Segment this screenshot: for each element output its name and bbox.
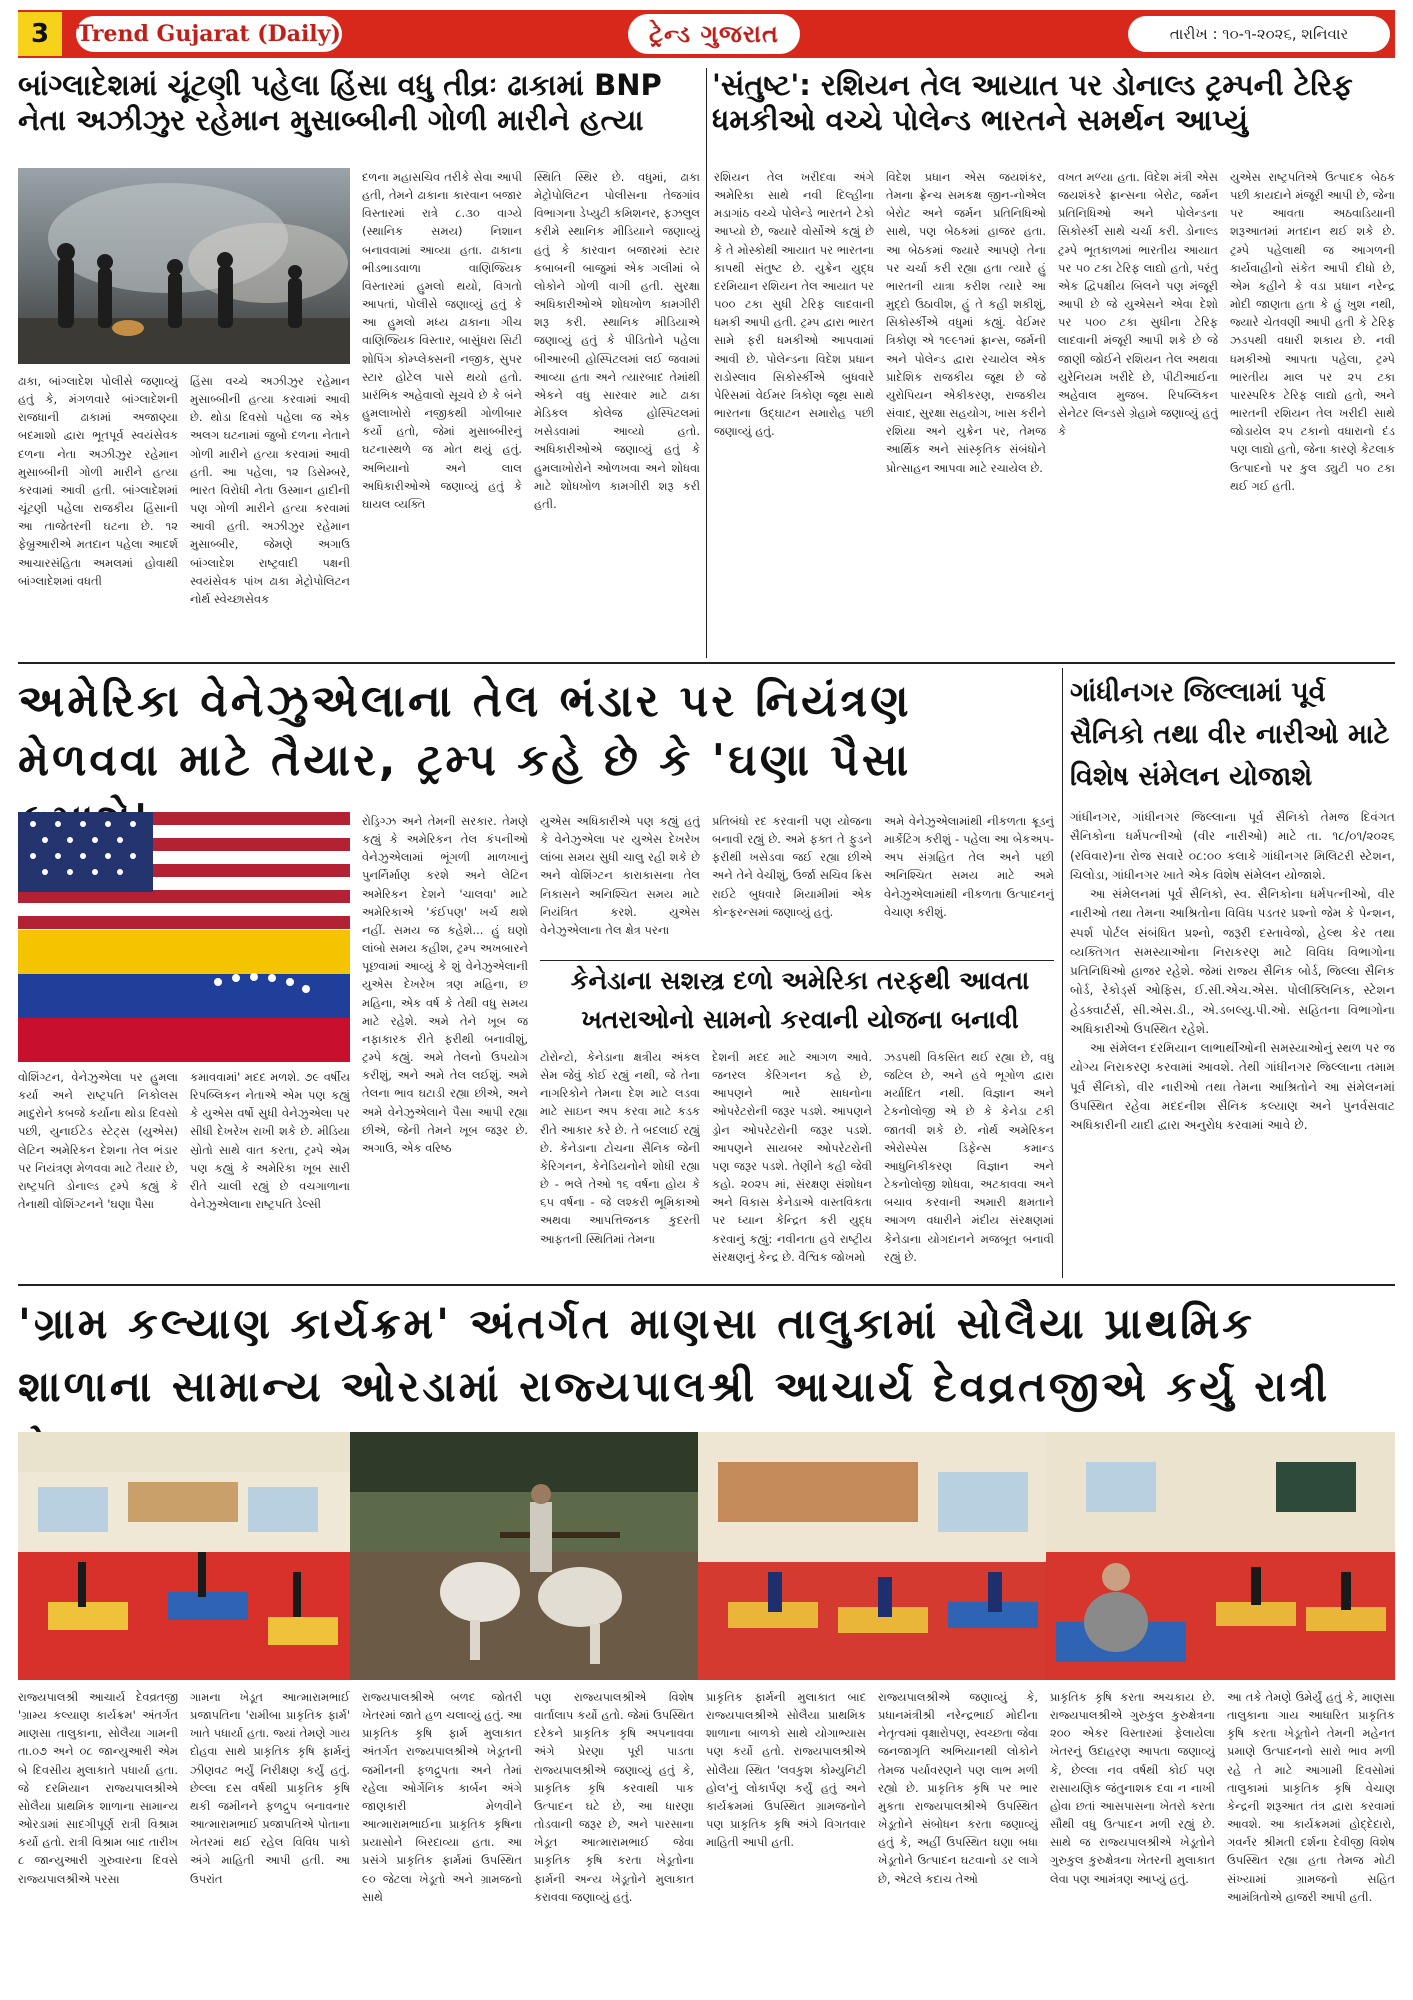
article-paragraph: યુએસ રાષ્ટ્રપતિએ ઉત્પાદક બેઠક પછી કાયદાને મંજૂરી આપી છે, જેના પર આવતા અઠવાડિયાની શરૂઆતમાં મતદાન થઈ શકે છે. ટ્રમ્પે પહેલાથી જ આગળની કાર્યવાહીનો સંકેત આપી દીધો છે, એમ કહીને કે વડા પ્રધાન નરેન્દ્ર મોદી જાણતા હતા કે હું ખુશ નથી, જ્યારે ચેતવણી આપી હતી કે ટેરિફ ઝડપથી વધારી શકાય છે. નવી ધમકીઓ આપતા પહેલા, ટ્રમ્પે ભારતીય માલ પર ૨૫ ટકા પારસ્પરિક ટેરિફ લાદ્યો હતો, અને ભારતની રશિયન તેલ ખરીદી સાથે જોડાયેલ ૨૫ ટકાનો વધારાનો દંડ પણ લાદ્યો હતો, જેના કારણે કેટલાક ઉત્પાદનો પર કુલ ડ્યુટી ૫૦ ટકા થઈ ગઈ હતી. [1230, 170, 1395, 493]
article-column [706, 1688, 866, 1988]
article-column [362, 812, 528, 1278]
article-column [1070, 808, 1395, 1278]
article-column [190, 1068, 350, 1278]
headline-poland: 'સંતુષ્ટ': રશિયન તેલ આયાત પર ડોનાલ્ડ ટ્રમ્પની ટેરિફ ધમકીઓ વચ્ચે પોલેન્ડ ભારતને સમર્થન આપ્યું [712, 68, 1353, 138]
article-paragraph: આ સંમેલન દરમિયાન લાભાર્થીઓની સમસ્યાઓનું સ્થળ પર જ યોગ્ય નિરાકરણ કરવામાં આવશે. તેથી ગાંધીનગર જિલ્લાના તમામ પૂર્વ સૈનિકો, વીર નારીઓ તથા તેમના આશ્રિતોને આ સંમેલનમાં ઉપસ્થિત રહેવા મદદનીશ સૈનિક કલ્યાણ અને પુનર્વસવાટ અધિકારીની યાદી દ્વારા અનુરોધ કરવામાં આવે છે. [1070, 1041, 1395, 1133]
article-column [886, 168, 1046, 656]
column-divider [1062, 668, 1063, 1278]
article-paragraph: વિદેશ પ્રધાન એસ જયશંકર, તેમના ફ્રેન્ચ સમકક્ષ જીન-નોએલ બેરોટ અને જર્મન પ્રતિનિધિઓ સાથે, પણ બેઠકમાં હાજર હતા. આ બેઠકમાં જ્યારે આપણે તેના પર ચર્ચા કરી રહ્યા હતા ત્યારે હું ભારતની યાત્રા કરીશ ત્યારે આ મુદ્દો ઉઠાવીશ, હું તે કહી શકીશું, સિકોર્સ્કીએ વધુમાં કહ્યું. વેઈમર ત્રિકોણ એ ૧૯૯૧માં ફ્રાન્સ, જર્મની અને પોલેન્ડ દ્વારા રચાયેલ એક પ્રાદેશિક રાજકીય જૂથ છે જે યુરોપિયન એકીકરણ, રાજકીય સંવાદ, સુરક્ષા સહયોગ, ખાસ કરીને રશિયા અને યુક્રેન પર, તેમજ આર્થિક અને સાંસ્કૃતિક સંબંધોને પ્રોત્સાહન આપવા માટે રચાયેલ છે. [886, 170, 1046, 475]
article-column [18, 1688, 178, 1988]
issue-date: તારીખ : ૧૦-૧-૨૦૨૬, શનિવાર [1128, 16, 1390, 52]
article-column [534, 168, 700, 656]
headline-gandhinagar: ગાંધીનગર જિલ્લામાં પૂર્વ સૈનિકો તથા વીર નારીઓ માટે વિશેષ સંમેલન યોજાશે [1070, 677, 1390, 792]
article-paragraph: ગાંધીનગર, ગાંધીનગર જિલ્લાના પૂર્વ સૈનિકો તેમજ દિવંગત સૈનિકોના ધર્મપત્નીઓ (વીર નારીઓ) માટે તા. ૧૮/૦૧/૨૦૨૬ (રવિવાર)ના રોજ સવારે ૦૮:૦૦ કલાકે ગાંધીનગર મિલિટરી સ્ટેશન, ચિલોડા, ગાંધીનગર ખાતે એક વિશેષ સંમેલન યોજાશે. [1070, 810, 1395, 882]
article-column [884, 1048, 1054, 1278]
photo-governor-yoga [1046, 1432, 1395, 1680]
column-divider [706, 68, 707, 658]
photo-children-yoga [18, 1432, 350, 1680]
page-number-badge: 3 [18, 12, 62, 56]
article-paragraph: રાજ્યપાલશ્રી આચાર્ય દેવવ્રતજી 'ગ્રામ્ય કલ્યાણ કાર્યક્રમ' અંતર્ગત માણસા તાલુકાના, સોલૈયા ગામની તા.૦૭ અને ૦૮ જાન્યુઆરી એમ બે દિવસીય મુલાકાતે પધાર્યા હતા. જે દરમિયાન રાજ્યપાલશ્રીએ સોલૈયા પ્રાથમિક શાળાના સામાન્ય ઓરડામાં સાદગીપૂર્ણ રાત્રી વિશ્રામ કર્યો હતો. રાત્રી વિશ્રામ બાદ તારીખ ૮ જાન્યુઆરી ગુરુવારના દિવસે રાજ્યપાલશ્રીએ પરસા [18, 1690, 178, 1886]
article-column [190, 1688, 350, 1988]
article-column [1050, 1688, 1215, 1988]
article-paragraph: વોશિંગ્ટન, વેનેઝુએલા પર હુમલા કર્યા અને રાષ્ટ્રપતિ નિકોલસ માદુરોને કબજે કર્યાના થોડા દિવસો પછી, યુનાઈટેડ સ્ટેટ્સ (યુએસ) લેટિન અમેરિકન દેશના તેલ ભંડાર પર નિયંત્રણ મેળવવા માટે તૈયાર છે, રાષ્ટ્રપતિ ડોનાલ્ડ ટ્રમ્પે કહ્યું કે તેનાથી વોશિંગ્ટનને 'ઘણા પૈસા [18, 1070, 178, 1212]
article-paragraph: દળના મહાસચિવ તરીકે સેવા આપી હતી, તેમને ઢાકાના કારવાન બજાર વિસ્તારમાં રાત્રે ૮.૩૦ વાગ્યે (સ્થાનિક સમય) નિશાન બનાવવામાં આવ્યા હતા. ઢાકાના ભીડભાડવાળા વાણિજ્યિક વિસ્તારમાં હુમલો થયો, વિગતો આપતાં, પોલીસે જણાવ્યું હતું કે આ હુમલો મધ્ય ઢાકાના ગીચ વાણિજ્યિક વિસ્તાર, બાસુંધરા સિટી શોપિંગ કોમ્પ્લેક્સની નજીક, સુપર સ્ટાર હોટેલ પાસે થયો હતો. પ્રારંભિક અહેવાલો સૂચવે છે કે બંને હુમલાખોરો નજીકથી ગોળીબાર કર્યો હતો, જેમાં મુસાબ્બીરનું ઘટનાસ્થળે જ મોત થયું હતું. અભિયાનો અને લાલ અધિકારીઓએ જણાવ્યું હતું કે ઘાયલ વ્યક્તિ [362, 170, 522, 511]
article-paragraph: પ્રાકૃતિક ફાર્મની મુલાકાત બાદ રાજ્યપાલશ્રીએ સોલૈયા પ્રાથમિક શાળાના બાળકો સાથે યોગાભ્યાસ પણ કર્યો હતો. રાજ્યપાલશ્રીએ સોલૈયા સ્થિત 'લવકુશ કોમ્યુનિટી હોલ'નું લોકાર્પણ કર્યું હતું અને કાર્યક્રમમાં ઉપસ્થિત ગ્રામજનોને પણ પ્રાકૃતિક કૃષિ અંગે વિગતવાર માહિતી આપી હતી. [706, 1690, 866, 1850]
edition-name: Trend Gujarat (Daily) [76, 16, 342, 52]
article-paragraph: વખત મળ્યા હતા. વિદેશ મંત્રી એસ જયશંકરે ફ્રાન્સના બેરોટ, જર્મન પ્રતિનિધિઓ અને પોલેન્ડના સિકોર્સ્કી સાથે ચર્ચા કરી. ડોનાલ્ડ ટ્રમ્પે ભૂતકાળમાં ભારતીય આયાત પર ૫૦ ટકા ટેરિફ લાદ્યો હતો, પરંતુ એક દ્વિપક્ષીય બિલને પણ મંજૂરી આપી છે જે યુએસને એવા દેશો પર ૫૦૦ ટકા સુધીના ટેરિફ લાદવાની મંજૂરી આપી શકે છે જે જાણી જોઈને રશિયન તેલ અથવા યુરેનિયમ ખરીદે છે, પીટીઆઈના અહેવાલ મુજબ. રિપબ્લિકન સેનેટર લિન્ડસે ગ્રેહામે જણાવ્યું હતું કે [1058, 170, 1218, 439]
article-paragraph: આ સંમેલનમાં પૂર્વ સૈનિકો, સ્વ. સૈનિકોના ધર્મપત્નીઓ, વીર નારીઓ તથા તેમના આશ્રિતોના વિવિધ પડતર પ્રશ્નો જેમ કે પેન્શન, સ્પર્શ પોર્ટલ સંબંધિત પ્રશ્નો, જરૂરી દસ્તાવેજો, હેલ્થ કેર તથા વ્યક્તિગત સમસ્યાઓના નિરાકરણ માટે વિવિધ વિભાગોના પ્રતિનિધિઓ હાજર રહેશે. જેમાં રાજ્ય સૈનિક બોર્ડ, જિલ્લા સૈનિક બોર્ડ, રેકોર્ડ્સ ઓફિસ, ઈ.સી.એચ.એસ. પોલીક્લિનિક, સ્ટેશન હેડક્વાર્ટર્સ, સી.એસ.ડી., એ.ડબલ્યુ.પી.ઓ. સહિતના વિભાગોના અધિકારીઓ ઉપસ્થિત રહેશે. [1070, 887, 1395, 1036]
photo-dhaka-violence [18, 168, 350, 364]
section-divider [18, 1284, 1395, 1286]
article-paragraph: પ્રતિબંધો રદ કરવાની પણ યોજના બનાવી રહ્યું છે. અમે ફક્ત તે ફુડને ફરીથી ખસેડવા જઈ રહ્યા છીએ અને તેને વેચીશું, ઉર્જા સચિવ ક્રિસ રાઈટે બુધવારે મિયામીમાં એક કોન્ફરન્સમાં જણાવ્યું હતું. [712, 814, 872, 919]
article-column [534, 1688, 694, 1988]
article-column [884, 812, 1054, 958]
article-column [18, 1068, 178, 1278]
article-paragraph: રાજ્યપાલશ્રીએ બળદ જોતરી ખેતરમાં જાતે હળ ચલાવ્યું હતું. આ પ્રાકૃતિક કૃષિ ફાર્મ મુલાકાત અંતર્ગત રાજ્યપાલશ્રીએ ખેડૂતની જમીનની ફળદ્રુપતા અને તેમાં રહેલા ઓર્ગેનિક કાર્બન અંગે જાણકારી મેળવીને આત્મારામભાઈના પ્રાકૃતિક કૃષિના પ્રયાસોને બિરદાવ્યા હતા. આ પ્રસંગે પ્રાકૃતિક ફાર્મમાં ઉપસ્થિત ૯૦ જેટલા ખેડૂતો અને ગ્રામજનો સાથે [362, 1690, 522, 1904]
article-column [1058, 168, 1218, 656]
article-paragraph: કમાવવામાં' મદદ મળશે. ૭૯ વર્ષીય રિપબ્લિકન નેતાએ એમ પણ કહ્યું કે યુએસ વર્ષો સુધી વેનેઝુએલા પર સીધી દેખરેખ રાખી શકે છે. મીડિયા સ્રોતો સાથે વાત કરતા, ટ્રમ્પે એમ પણ કહ્યું કે અમેરિકા ખૂબ સારી રીતે ચાલી રહ્યું છે વચગાળાના વેનેઝુએલાના રાષ્ટ્રપતિ ડેલ્સી [190, 1070, 350, 1212]
article-column [1227, 1688, 1395, 1988]
newspaper-logo [628, 14, 800, 54]
article-paragraph: યુએસ અધિકારીએ પણ કહ્યું હતું કે વેનેઝુએલા પર યુએસ દેખરેખ લાંબા સમય સુધી ચાલુ રહી શકે છે અને વોશિંગ્ટન કારાકાસના તેલ નિકાસને અનિશ્ચિત સમય માટે નિયંત્રિત કરશે. યુએસ વેનેઝુએલાના તેલ ક્ષેત્ર પરના [540, 814, 700, 937]
article-paragraph: આ તકે તેમણે ઉમેર્યું હતું કે, માણસા તાલુકાના ગાય આધારિત પ્રાકૃતિક કૃષિ કરતા ખેડૂતોને તેમની મહેનત પ્રમાણે ઉત્પાદનનો સારો ભાવ મળી રહે તે માટે આગામી દિવસોમાં તાલુકામાં પ્રાકૃતિક કૃષિ વેચાણ કેન્દ્રની શરૂઆત તંત્ર દ્વારા કરવામાં આવશે. આ કાર્યક્રમમાં હોદ્દેદારો, ગવર્નર શ્રીમતી દર્શના દેવીજી વિશેષ ઉપસ્થિત રહ્યા હતા તેમજ મોટી સંખ્યામાં ગ્રામજનો સહિત આમંત્રિતોએ હાજરી આપી હતી. [1227, 1690, 1395, 1904]
article-paragraph: રશિયન તેલ ખરીદવા અંગે અમેરિકા સાથે નવી દિલ્હીના મડાગાંઠ વચ્ચે પોલેન્ડે ભારતને ટેકો આપ્યો છે, જ્યારે વોર્સોએ કહ્યું છે કે તે મોસ્કોથી આયાત પર ભારતના કાપથી સંતુષ્ટ છે. યુક્રેન યુદ્ધ દરમિયાન રશિયન તેલ આયાત પર ૫૦૦ ટકા સુધી ટેરિફ લાદવાની ધમકી આપી હતી. ટ્રમ્પ દ્વારા ભારત સામે ફરી ધમકીઓ આપવામાં આવી છે. પોલેન્ડના વિદેશ પ્રધાન રાડોસ્લાવ સિકોર્સ્કીએ બુધવારે પેરિસમાં વેઈમર ત્રિકોણ જૂથ સાથે ભારતના ઉદ્ઘાટન સમારોહ પછી જણાવ્યું હતું. [714, 170, 874, 439]
article-paragraph: પણ રાજ્યપાલશ્રીએ વિશેષ વાર્તાલાપ કર્યો હતો. જેમાં ઉપસ્થિત દરેકને પ્રાકૃતિક કૃષિ અપનાવવા અંગે પ્રેરણા પૂરી પાડતા રાજ્યપાલશ્રીએ જણાવ્યું હતું કે, પ્રાકૃતિક કૃષિ કરવાથી પાક ઉત્પાદન ઘટે છે, આ ધારણા તોડવાની જરૂર છે, અને પારસાના ખેડૂત આત્મારામભાઈ જેવા પ્રાકૃતિક કૃષિ કરતા ખેડૂતોના ફાર્મની અન્ય ખેડૂતોને મુલાકાત કરાવવા જણાવ્યું હતું. [534, 1690, 694, 1904]
article-column [362, 168, 522, 656]
article-column [878, 1688, 1038, 1988]
article-paragraph: સ્થિતિ સ્થિર છે. વધુમાં, ઢાકા મેટ્રોપોલિટન પોલીસના તેજગાંવ વિભાગના ડેપ્યુટી કમિશનર, ફઝલુલ કરીમે સ્થાનિક મીડિયાને જણાવ્યું હતું કે કારવાન બજારમાં સ્ટાર કબાબની બાજુમાં એક ગલીમાં બે લોકોને ગોળી વાગી હતી. સુરક્ષા અધિકારીઓએ શોધખોળ કામગીરી શરૂ કરી. સ્થાનિક મીડિયાએ જણાવ્યું હતું કે પીડિતોને પહેલા બીઆરબી હોસ્પિટલમાં લઈ જવામાં આવ્યા હતા અને ત્યારબાદ તેમાંથી એકને વધુ સારવાર માટે ઢાકા મેડિકલ કોલેજ હોસ્પિટલમાં ખસેડવામાં આવ્યો હતો. અધિકારીઓએ જણાવ્યું હતું કે હુમલાખોરોને ઓળખવા અને શોધવા માટે શોધખોળ કામગીરી શરૂ કરી હતી. [534, 170, 700, 511]
article-column [712, 1048, 872, 1278]
article-paragraph: ગામના ખેડૂત આત્મારામભાઈ પ્રજાપતિના 'રામીબા પ્રાકૃતિક ફાર્મ' ખાતે પધાર્યા હતા. જ્યાં તેમણે ગાય દોહવા સાથે પ્રાકૃતિક કૃષિ ફાર્મનું ઝીણવટ ભર્યું નિરીક્ષણ કર્યું હતું. છેલ્લા દસ વર્ષથી પ્રાકૃતિક કૃષિ થકી જમીનને ફળદ્રુપ બનાવનાર આત્મારામભાઈ પ્રજાપતિએ પોતાના ખેતરમાં થઈ રહેલ વિવિધ પાકો અંગે માહિતી આપી હતી. આ ઉપરાંત [190, 1690, 350, 1886]
article-paragraph: રોડ્રિગ્ઝ અને તેમની સરકાર. તેમણે કહ્યું કે અમેરિકન તેલ કંપનીઓ વેનેઝુએલામાં ભૂંગળી માળખાનું પુનર્નિર્માણ કરશે અને લેટિન અમેરિકન દેશને 'ચાલવા' માટે અમેરિકાએ 'કંઈપણ' ખર્ચ થશે નહીં. સમય જ કહેશે... હું ઘણો લાંબો સમય કહીશ, ટ્રમ્પ અખબારને પૂછવામાં આવ્યું કે શું વેનેઝુએલાની યુએસ દેખરેખ ત્રણ મહિના, છ મહિના, એક વર્ષ કે તેથી વધુ સમય માટે રહેશે. અમે તેને ખૂબ જ નફાકારક રીતે ફરીથી બનાવીશું, ટ્રમ્પે કહ્યું. અમે તેલનો ઉપયોગ કરીશું, અને અમે તેલ લઈશું. અમે તેલના ભાવ ઘટાડી રહ્યા છીએ, અને અમે વેનેઝુએલાને પૈસા આપી રહ્યા છીએ, જેની તેમને ખૂબ જરૂર છે. અગાઉ, એક વરિષ્ઠ [362, 814, 528, 1155]
article-paragraph: ટોરોન્ટો, કેનેડાના ક્ષત્રીય અંકલ સેમ જેવું કોઈ રહ્યું નથી, જે તેના નાગરિકોને તેમના દેશ માટે લડવા માટે સાઇન અપ કરવા માટે કડક રીતે આકાર કરે છે. તે બદલાઈ રહ્યું છે. કેનેડાના ટોચના સૈનિક જેની કેરિગનન, કેનેડિયનોને શોધી રહ્યા છે - ભલે તેઓ ૧૬ વર્ષના હોય કે ૬૫ વર્ષના - જે લશ્કરી ભૂમિકાઓ અથવા આપત્તિજનક કુદરતી આફતની સ્થિતિમાં તેમના [540, 1050, 700, 1246]
article-column [18, 372, 178, 656]
photo-governor-plough [350, 1432, 698, 1680]
article-column [1230, 168, 1395, 656]
headline-bangladesh: બાંગ્લાદેશમાં ચૂંટણી પહેલા હિંસા વધુ તીવ્રઃ ઢાકામાં BNP નેતા અઝીઝુર રહેમાન મુસાબ્બીની ગોળી મારીને હત્યા [18, 68, 662, 138]
photo-us-venezuela-flags [18, 812, 350, 1062]
headline-gram-kalyan: 'ગ્રામ કલ્યાણ કાર્યક્રમ' અંતર્ગત માણસા તાલુકામાં સોલૈયા પ્રાથમિક શાળાના સામાન્ય ઓરડામાં રાજ્યપાલશ્રી આચાર્ય દેવવ્રતજીએ કર્યુ રાત્રી [18, 1299, 1331, 1411]
article-column [540, 812, 700, 958]
headline-canada: કેનેડાના સશસ્ત્ર દળો અમેરિકા તરફથી આવતા ખતરાઓનો સામનો કરવાની યોજના બનાવી [570, 966, 1030, 1034]
article-paragraph: હિંસા વચ્ચે અઝીઝુર રહેમાન મુસાબ્બીની હત્યા કરવામાં આવી છે. થોડા દિવસો પહેલા જ એક અલગ ઘટનામાં જુબો દળના નેતાને ગોળી મારીને હત્યા કરવામાં આવી હતી. આ પહેલા, ૧૨ ડિસેમ્બરે, ભારત વિરોધી નેતા ઉસ્માન હાદીની પણ ગોળી મારીને હત્યા કરવામાં આવી હતી. અઝીઝુર રહેમાન મુસાબ્બીર, જેમણે અગાઉ બાંગ્લાદેશ રાષ્ટ્રવાદી પક્ષની સ્વયંસેવક પાંખ ઢાકા મેટ્રોપોલિટન નોર્થ સ્વેચ્છાસેવક [190, 374, 350, 606]
article-paragraph: રાજ્યપાલશ્રીએ જણાવ્યું કે, પ્રધાનમંત્રીશ્રી નરેન્દ્રભાઈ મોદીના નેતૃત્વમાં વૃક્ષારોપણ, સ્વચ્છતા જેવા જનજાગૃતિ અભિયાનથી લોકોને તેમજ પર્યાવરણને પણ લાભ મળી રહ્યો છે. પ્રાકૃતિક કૃષિ પર ભાર મુકતા રાજ્યપાલશ્રીએ ઉપસ્થિત ખેડૂતોને સંબોધન કરતા જણાવ્યું હતું કે, અહીં ઉપસ્થિત ઘણા બધા ખેડૂતોને ઉત્પાદન ઘટવાનો ડર લાગે છે, એટલે કદાચ તેઓ [878, 1690, 1038, 1886]
article-paragraph: પ્રાકૃતિક કૃષિ કરતા અચકાય છે. રાજ્યપાલશ્રીએ ગુરુકુલ કુરુક્ષેત્રના ૨૦૦ એકર વિસ્તારમાં ફેલાયેલા ખેતરનું ઉદાહરણ આપતા જણાવ્યું કે, છેલ્લા નવ વર્ષથી કોઈ પણ રાસાયણિક જંતુનાશક દવા ન નાખી હોવા છતાં આસપાસના ખેતરો કરતા સૌથી વધુ ઉત્પાદન મળી રહ્યું છે. સાથે જ રાજ્યપાલશ્રીએ ખેડૂતોને ગુરુકુલ કુરુક્ષેત્રના ખેતરની મુલાકાત લેવા પણ આમંત્રણ આપ્યું હતું. [1050, 1690, 1215, 1886]
section-divider [18, 662, 1395, 664]
photo-school-yoga-hall [698, 1432, 1046, 1680]
article-column [712, 812, 872, 958]
article-paragraph: ઝડપથી વિકસિત થઈ રહ્યા છે, વધુ જટિલ છે, અને હવે ભૂગોળ દ્વારા મર્યાદિત નથી. વિજ્ઞાન અને ટેકનોલોજી એ છે કે કેનેડા ટકી જાતવી શકે છે. નોર્થ અમેરિકન એરોસ્પેસ ડિફેન્સ કમાન્ડ આધુનિકીકરણ વિજ્ઞાન અને ટેકનોલોજી શોધવા, અટકાવવા અને બચાવ કરવાની અમારી ક્ષમતાને આગળ વધારીને મંદીય સંરક્ષણમાં કેનેડાના યોગદાનને મજબૂત બનાવી રહ્યું છે. [884, 1050, 1054, 1264]
section-divider [540, 960, 1054, 961]
article-column [714, 168, 874, 656]
article-column [540, 1048, 700, 1278]
headline-venezuela: અમેરિકા વેનેઝુએલાના તેલ ભંડાર પર નિયંત્રણ મેળવવા માટે તૈયાર, ટ્રમ્પ કહે છે કે 'ઘણા પૈસા [18, 676, 912, 787]
article-column [190, 372, 350, 656]
logo-text: ટ્રેન્ડ ગુજરાત [649, 20, 779, 48]
article-column [362, 1688, 522, 1988]
article-paragraph: અમે વેનેઝુએલામાંથી નીકળતા ક્રૂડનું માર્કેટિંગ કરીશું - પહેલા આ બેકઅપ-અપ સંગ્રહિત તેલ અને પછી અનિશ્ચિત સમય માટે અમે વેનેઝુએલામાંથી નીકળતા ઉત્પાદનનું વેચાણ કરીશું. [884, 814, 1054, 919]
article-paragraph: દેશની મદદ માટે આગળ આવે. જનરલ કેરિગનન કહે છે, આપણને ભારે સાધનોના ઓપરેટરોની જરૂર પડશે. આપણને ડ્રોન ઓપરેટરોની જરૂર પડશે. આપણને સાયબર ઓપરેટરોની પણ જરૂર પડશે. તેણીને કહી જેવી કહો. ૨૦૨૫ માં, સંરક્ષણ સંશોધન અને વિકાસ કેનેડાએ વાસ્તવિકતા પર ધ્યાન કેન્દ્રિત કરી યુદ્ધ કરવાનું કહ્યું: નવીનતા હવે રાષ્ટ્રીય સંરક્ષણનું કેન્દ્ર છે. વૈશ્વિક જોખમો [712, 1050, 872, 1264]
article-paragraph: ઢાકા, બાંગ્લાદેશ પોલીસે જણાવ્યું હતું કે, મંગળવારે બાંગ્લાદેશની રાજધાની ઢાકામાં અજાણ્યા બદમાશો દ્વારા ભૂતપૂર્વ સ્વયંસેવક દળના નેતા અઝીઝુર રહેમાન મુસાબ્બીની ગોળી મારીને હત્યા કરવામાં આવી હતી. બાંગ્લાદેશમાં ચૂંટણી પહેલા રાજકીય હિંસાની આ તાજેતરની ઘટના છે. ૧૨ ફેબ્રુઆરીએ મતદાન પહેલા આદર્શ આચારસંહિતા અમલમાં હોવાથી બાંગ્લાદેશમાં વધતી [18, 374, 178, 588]
